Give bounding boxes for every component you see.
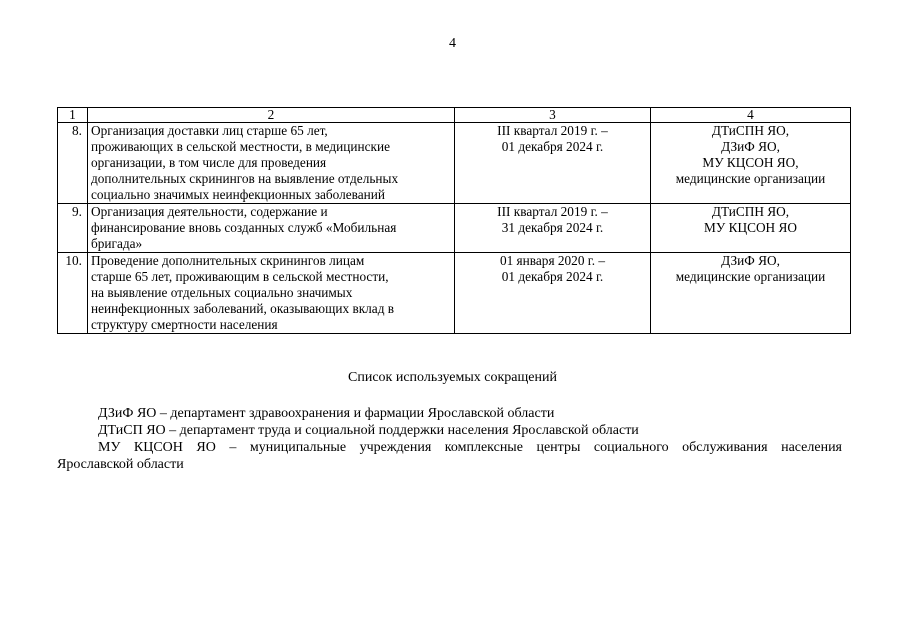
- responsible-cell-line: ДЗиФ ЯО,: [721, 253, 780, 268]
- activity-cell-line: финансирование вновь созданных служб «Мобильная: [91, 220, 397, 235]
- period-cell-line: III квартал 2019 г. –: [497, 123, 608, 138]
- responsible-cell-line: ДЗиФ ЯО,: [721, 139, 780, 154]
- responsible-cell-line: медицинские организации: [675, 269, 826, 284]
- period-cell: [455, 123, 651, 204]
- activity-cell-line: дополнительных скринингов на выявление отдельных: [91, 171, 399, 186]
- responsible-cell-line: МУ КЦСОН ЯО: [704, 220, 797, 235]
- header-cell-2: 2: [88, 108, 455, 123]
- activity-cell-line: организации, в том числе для проведения: [91, 155, 327, 170]
- header-cell-1: 1: [58, 108, 88, 123]
- abbreviation-text: МУ КЦСОН ЯО – муниципальные учреждения комплексные центры социального обслуживания населения: [98, 440, 842, 455]
- row-number: 8.: [58, 123, 88, 204]
- period-cell-line: 01 января 2020 г. –: [499, 253, 606, 268]
- responsible-cell: [651, 123, 851, 204]
- responsible-cell-line: ДТиСПН ЯО,: [711, 123, 790, 138]
- period-cell-line: III квартал 2019 г. –: [497, 204, 608, 219]
- table-row: [58, 204, 851, 253]
- responsible-cell: [651, 204, 851, 253]
- activity-cell-line: старше 65 лет, проживающим в сельской местности,: [91, 269, 389, 284]
- page-number: 4: [449, 36, 456, 51]
- activity-cell-line: бригада»: [91, 236, 143, 251]
- activity-cell: [88, 253, 455, 334]
- activity-cell-line: неинфекционных заболеваний, оказывающих вклад в: [91, 301, 395, 316]
- activity-cell: [88, 204, 455, 253]
- abbreviation-continuation: Ярославской области: [57, 457, 184, 472]
- abbreviation-item: ДТиСП ЯО – департамент труда и социальной поддержки населения Ярославской области: [98, 423, 639, 438]
- responsible-cell: [651, 253, 851, 334]
- activity-cell-line: социально значимых неинфекционных заболеваний: [91, 187, 385, 202]
- activity-cell-line: проживающих в сельской местности, в медицинские: [91, 139, 390, 154]
- responsible-cell-line: ДТиСПН ЯО,: [711, 204, 790, 219]
- period-cell-line: 01 декабря 2024 г.: [501, 139, 604, 154]
- table-row: [58, 253, 851, 334]
- activity-cell: [88, 123, 455, 204]
- table-row: [58, 123, 851, 204]
- responsible-cell-line: МУ КЦСОН ЯО,: [702, 155, 799, 170]
- row-number: 9.: [58, 204, 88, 253]
- period-cell-line: 31 декабря 2024 г.: [501, 220, 604, 235]
- period-cell: [455, 204, 651, 253]
- activity-cell-line: Проведение дополнительных скринингов лицам: [91, 253, 365, 268]
- activity-cell-line: Организация доставки лиц старше 65 лет,: [91, 123, 328, 138]
- header-cell-3: 3: [455, 108, 651, 123]
- table-header-row: [58, 108, 851, 123]
- abbreviation-item: ДЗиФ ЯО – департамент здравоохранения и фармации Ярославской области: [98, 406, 555, 421]
- period-cell-line: 01 декабря 2024 г.: [501, 269, 604, 284]
- activity-cell-line: Организация деятельности, содержание и: [91, 204, 328, 219]
- header-cell-4: 4: [651, 108, 851, 123]
- responsible-cell-line: медицинские организации: [675, 171, 826, 186]
- activities-table: [57, 107, 851, 334]
- row-number: 10.: [58, 253, 88, 334]
- abbreviations-title: Список используемых сокращений: [348, 370, 557, 385]
- abbreviation-item: [57, 439, 842, 456]
- activity-cell-line: структуру смертности населения: [91, 317, 278, 332]
- abbreviations-list: [57, 405, 842, 473]
- period-cell: [455, 253, 651, 334]
- activity-cell-line: на выявление отдельных социально значимых: [91, 285, 353, 300]
